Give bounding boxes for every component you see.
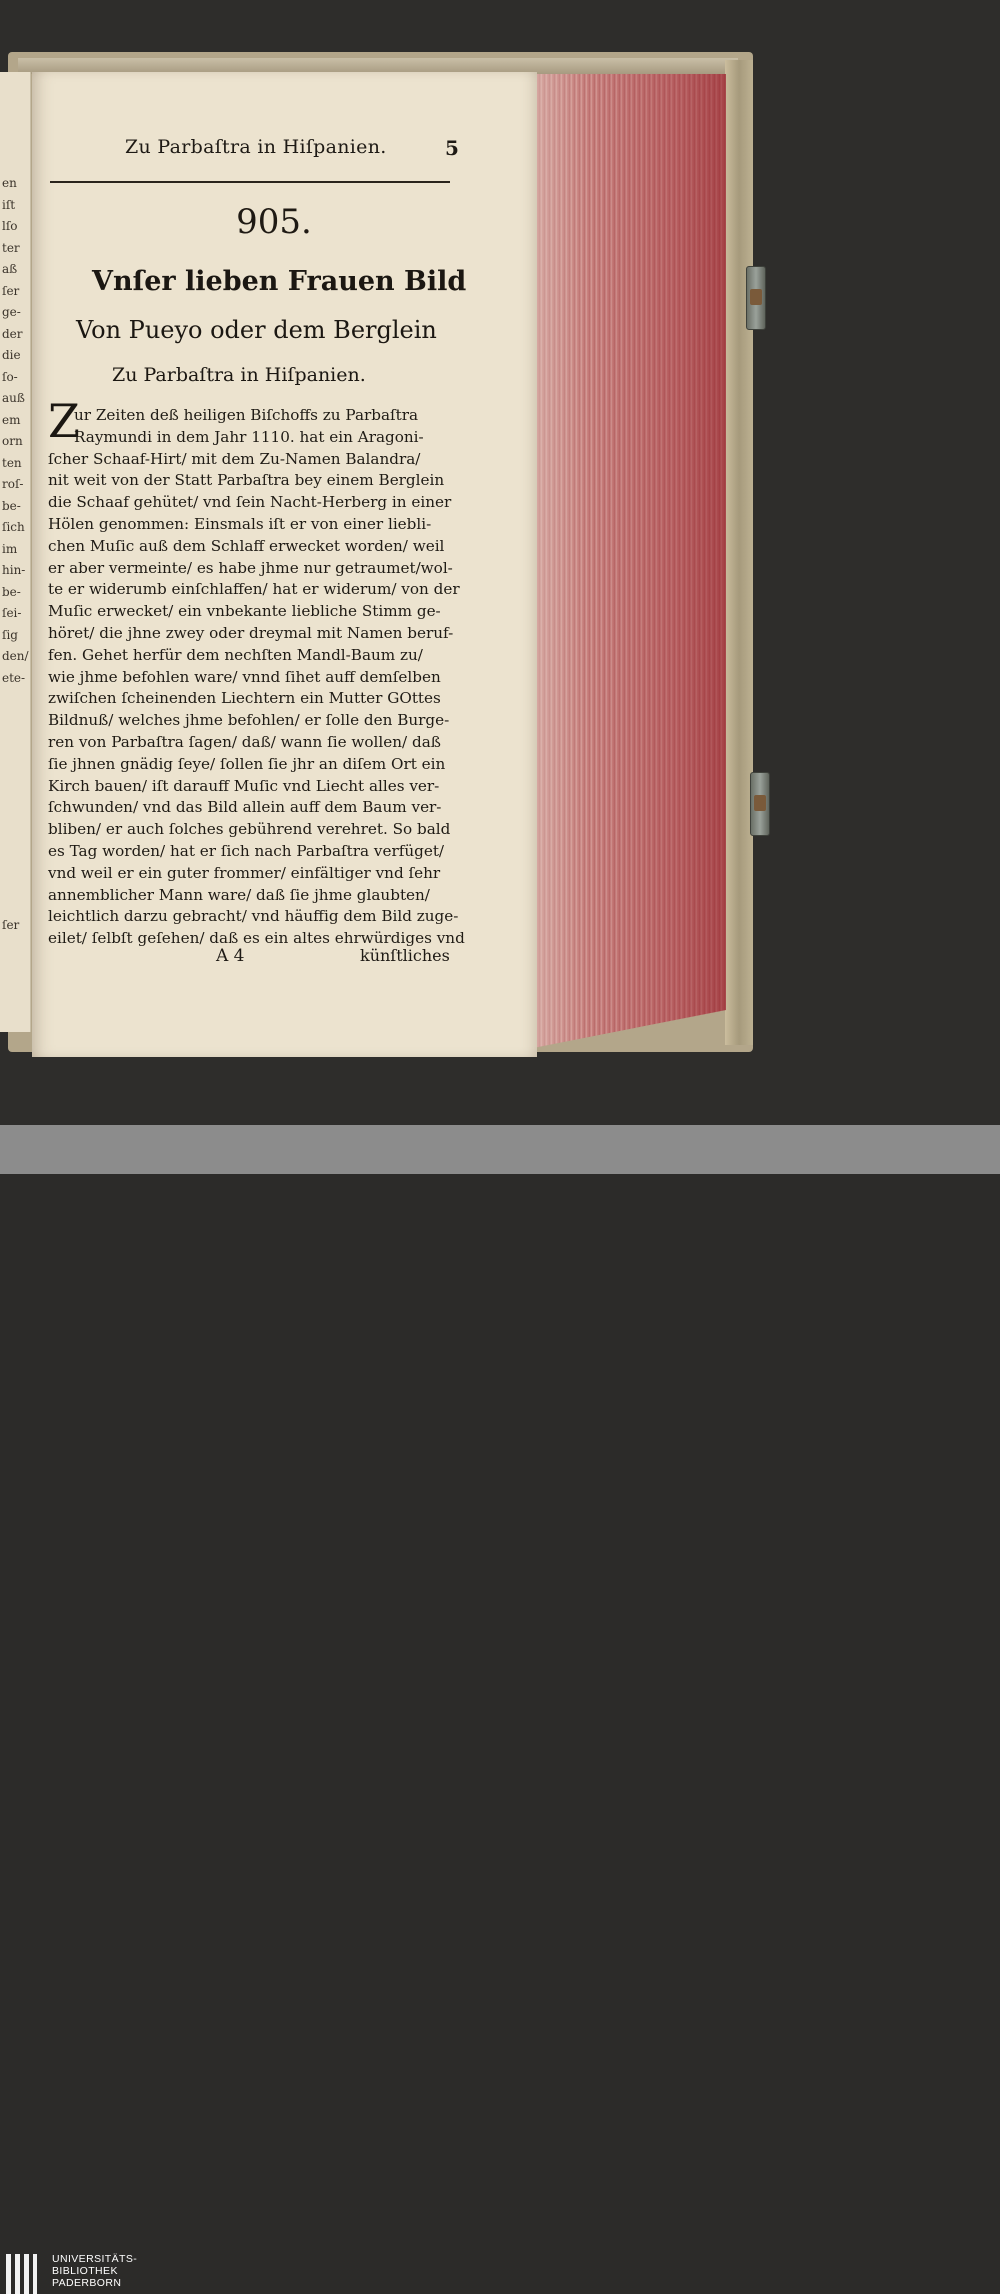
left-page-text-fragment: lſo bbox=[2, 219, 18, 233]
body-line: zwiſchen ſcheinenden Liechtern ein Mutter GOttes bbox=[48, 689, 441, 708]
library-footer-bar bbox=[0, 1125, 1000, 2289]
body-line: die Schaaf gehütet/ vnd ſein Nacht-Herberg in einer bbox=[48, 493, 452, 512]
left-page-text-fragment: den/ bbox=[2, 649, 29, 663]
left-page-text-fragment: aß bbox=[2, 262, 18, 276]
body-line: chen Muſic auß dem Schlaff erwecket worden/ weil bbox=[48, 536, 445, 555]
body-line: ſie jhnen gnädig ſeye/ ſollen ſie jhr an diſem Ort ein bbox=[48, 754, 446, 773]
left-page-text-fragment: roſ- bbox=[2, 477, 24, 491]
book-fore-edge-board bbox=[725, 60, 753, 1045]
page-number: 5 bbox=[445, 136, 459, 160]
left-page-text-fragment: ſo- bbox=[2, 369, 18, 384]
library-logo-icon bbox=[6, 2254, 44, 2294]
left-page-text-fragment: die bbox=[2, 348, 21, 362]
left-page-text-fragment: ete- bbox=[2, 670, 26, 685]
left-page-text-fragment: ter bbox=[2, 240, 20, 255]
lower-clasp bbox=[750, 772, 770, 836]
body-line: ren von Parbaſtra ſagen/ daß/ wann ſie wollen/ daß bbox=[48, 733, 441, 751]
body-line: ſcher Schaaf-Hirt/ mit dem Zu-Namen Balandra/ bbox=[48, 449, 421, 468]
left-page-text-fragment: ſei- bbox=[2, 606, 22, 620]
title-line-2: Von Pueyo oder dem Berglein bbox=[76, 316, 437, 344]
body-line: fen. Gehet herfür dem nechſten Mandl-Baum zu/ bbox=[48, 645, 423, 664]
body-line: eilet/ ſelbſt geſehen/ daß es ein altes ehrwürdiges vnd bbox=[48, 929, 465, 948]
body-line: Muſic erwecket/ ein vnbekante liebliche Stimm ge- bbox=[48, 602, 441, 621]
left-page-text-fragment: auß bbox=[2, 391, 25, 405]
upper-clasp bbox=[746, 266, 766, 330]
running-head: Zu Parbaſtra in Hiſpanien. bbox=[125, 136, 387, 158]
library-name-line-3: PADERBORN bbox=[52, 2277, 122, 2289]
left-page-text-fragment: ten bbox=[2, 455, 22, 470]
body-line: ſchwunden/ vnd das Bild allein auff dem Baum ver- bbox=[48, 798, 442, 817]
body-line: nit weit von der Statt Parbaſtra bey einem Berglein bbox=[48, 471, 445, 490]
catchword: künſtliches bbox=[360, 946, 450, 965]
header-rule bbox=[50, 181, 450, 183]
signature-mark: A 4 bbox=[216, 946, 245, 966]
body-line: es Tag worden/ hat er ſich nach Parbaſtra verfüget/ bbox=[48, 842, 445, 860]
title-line-1: Vnſer lieben Frauen Bild bbox=[92, 266, 467, 297]
left-page-text-fragment: ſich bbox=[2, 520, 25, 534]
body-line: annemblicher Mann ware/ daß ſie jhme glaubten/ bbox=[48, 885, 430, 904]
left-page-text-fragment: ſig bbox=[2, 627, 18, 642]
left-page-text-fragment: hin- bbox=[2, 563, 26, 577]
body-line: ur Zeiten deß heiligen Biſchoffs zu Parbaſtra bbox=[74, 406, 419, 424]
left-page-text-fragment: en bbox=[2, 176, 17, 190]
left-page-text-fragment: orn bbox=[2, 434, 23, 448]
library-name-line-1: UNIVERSITÄTS- bbox=[52, 2253, 138, 2265]
drop-cap: Z bbox=[48, 394, 80, 448]
body-line: wie jhme befohlen ware/ vnnd ſihet auff demſelben bbox=[48, 667, 441, 686]
body-line: Hölen genommen: Einsmals iſt er von einer liebli- bbox=[48, 515, 432, 533]
body-line: er aber vermeinte/ es habe jhme nur getraumet/wol- bbox=[48, 558, 453, 577]
body-line: Bildnuß/ welches jhme befohlen/ er ſolle den Burge- bbox=[48, 711, 450, 730]
body-line: bliben/ er auch ſolches gebührend verehret. So bald bbox=[48, 820, 451, 839]
body-line: Raymundi in dem Jahr 1110. hat ein Aragoni- bbox=[74, 427, 424, 446]
left-page-text-fragment: be- bbox=[2, 584, 21, 599]
left-page-text-fragment: ge- bbox=[2, 305, 21, 319]
body-line: Kirch bauen/ iſt darauff Muſic vnd Liecht alles ver- bbox=[48, 776, 440, 795]
left-page-text-fragment: der bbox=[2, 326, 23, 341]
left-page-text-fragment: ſer bbox=[2, 283, 20, 298]
library-name bbox=[52, 2253, 137, 2289]
body-line: leichtlich darzu gebracht/ vnd häuffig dem Bild zuge- bbox=[48, 907, 459, 926]
left-page-text-fragment: be- bbox=[2, 498, 21, 513]
left-page-text-fragment: im bbox=[2, 541, 18, 556]
library-name-line-2: BIBLIOTHEK bbox=[52, 2265, 118, 2277]
left-page-text-fragment: ſer bbox=[2, 918, 20, 932]
book-photograph bbox=[0, 0, 1000, 1125]
body-line: vnd weil er ein guter frommer/ einfältiger vnd ſehr bbox=[48, 863, 441, 882]
red-page-edges bbox=[528, 74, 726, 1049]
left-page-text-fragment: em bbox=[2, 412, 21, 427]
title-line-3: Zu Parbaſtra in Hiſpanien. bbox=[112, 364, 366, 386]
article-number: 905. bbox=[236, 202, 312, 242]
body-line: te er widerumb einſchlaffen/ hat er widerum/ von der bbox=[48, 580, 460, 599]
left-page-text-fragment: iſt bbox=[2, 197, 16, 212]
body-line: höret/ die jhne zwey oder dreymal mit Namen beruf- bbox=[48, 624, 454, 642]
